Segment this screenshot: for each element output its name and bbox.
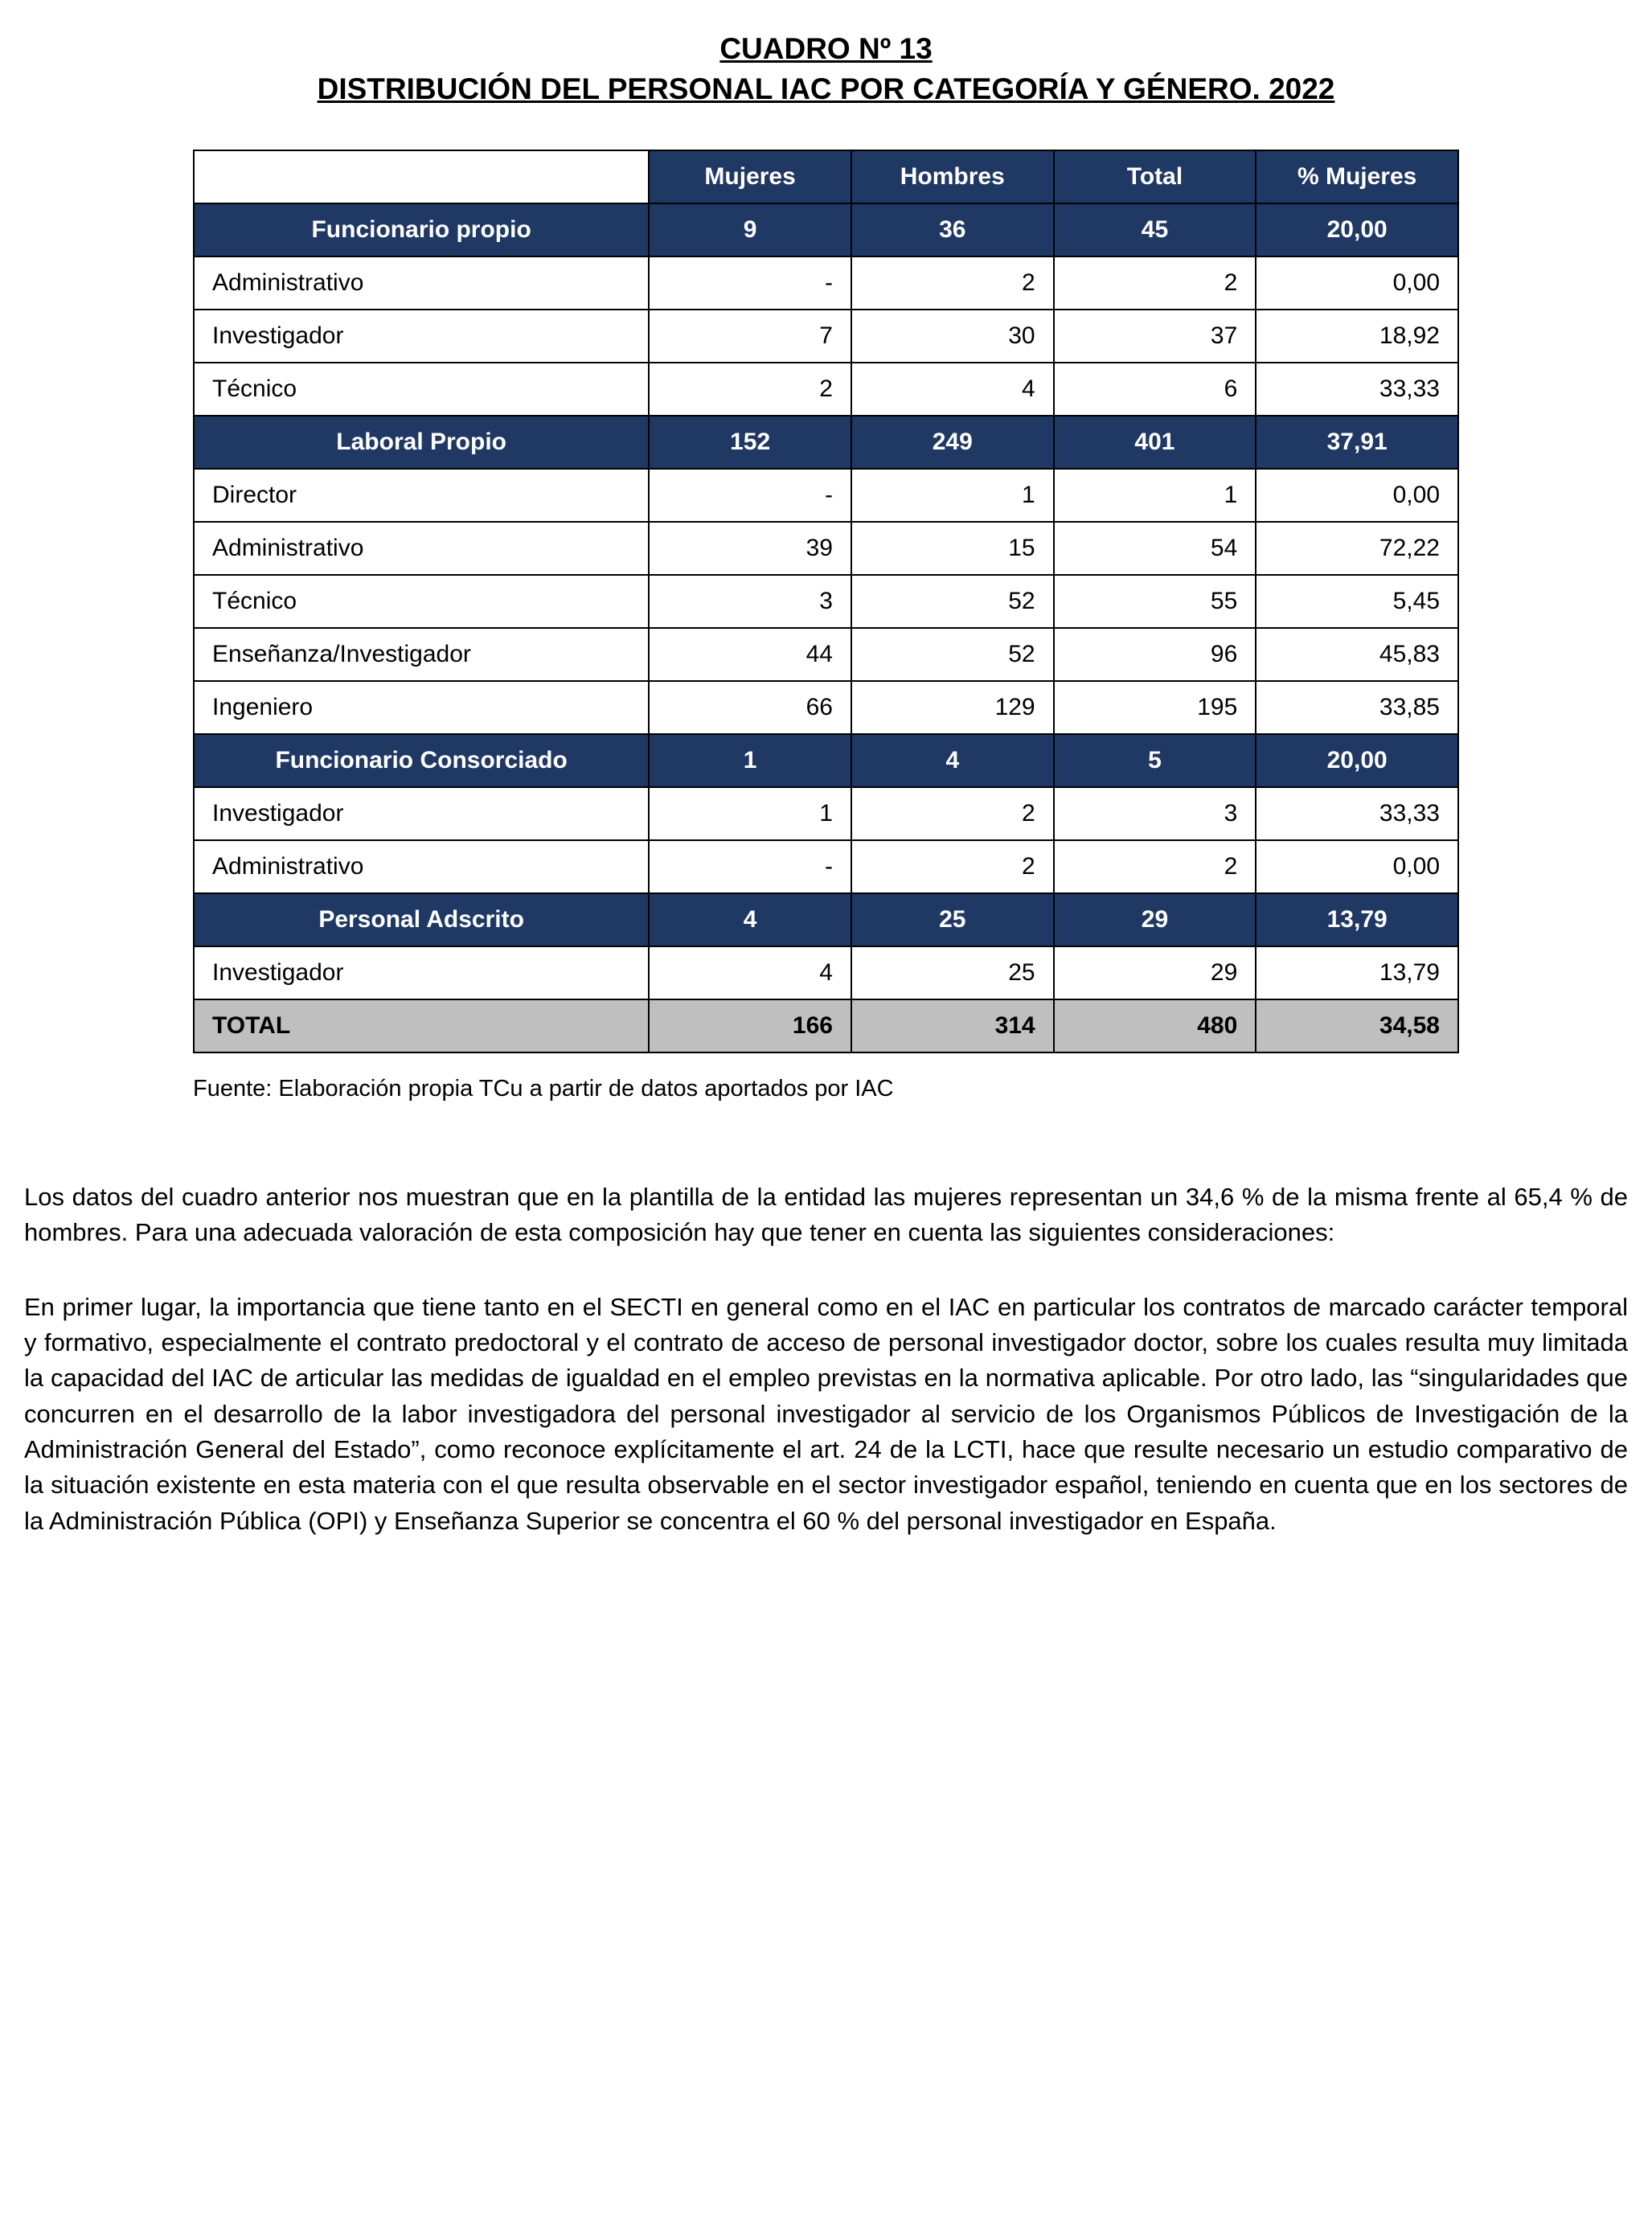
row-label-cell: Ingeniero [194,681,649,734]
col-header-pct-mujeres: % Mujeres [1256,150,1458,203]
cell-total: 55 [1054,575,1256,628]
cell-pct-mujeres: 5,45 [1256,575,1458,628]
cell-total: 480 [1054,999,1256,1052]
cell-mujeres: 4 [649,946,851,999]
row-label-cell: Administrativo [194,840,649,893]
cell-total: 2 [1054,840,1256,893]
table-header-row [194,150,1458,203]
row-label-cell: Técnico [194,575,649,628]
cell-pct-mujeres: 18,92 [1256,310,1458,363]
cell-hombres: 4 [851,734,1054,787]
cell-pct-mujeres: 34,58 [1256,999,1458,1052]
cell-pct-mujeres: 33,85 [1256,681,1458,734]
cell-hombres: 4 [851,363,1054,416]
cell-mujeres: - [649,256,851,310]
row-label-cell: Director [194,469,649,522]
cell-pct-mujeres: 0,00 [1256,256,1458,310]
cell-hombres: 52 [851,628,1054,681]
table-section-row [194,416,1458,469]
row-label-cell: Investigador [194,787,649,840]
row-label-cell: Administrativo [194,256,649,310]
paragraph: Los datos del cuadro anterior nos muestran que en la plantilla de la entidad las mujeres representan un 34,6 % de la misma frente al 65,4 % de hombres. Para una adecuada valoración de esta composición hay que tener en cuenta las siguientes consideraciones: [24,1182,1628,1247]
cell-mujeres: - [649,469,851,522]
cell-mujeres: 44 [649,628,851,681]
cell-hombres: 129 [851,681,1054,734]
cell-total: 3 [1054,787,1256,840]
table-row [194,363,1458,416]
cell-mujeres: 9 [649,203,851,256]
cell-hombres: 314 [851,999,1054,1052]
table-row [194,628,1458,681]
cell-total: 6 [1054,363,1256,416]
table-row [194,256,1458,310]
cell-pct-mujeres: 0,00 [1256,840,1458,893]
row-label-cell: Laboral Propio [194,416,649,469]
table-row [194,310,1458,363]
cell-hombres: 30 [851,310,1054,363]
row-label-cell: Investigador [194,310,649,363]
body-text [24,1180,1628,1539]
table-row [194,575,1458,628]
table-row [194,469,1458,522]
cell-total: 37 [1054,310,1256,363]
col-header-hombres: Hombres [851,150,1054,203]
table-row [194,787,1458,840]
cell-total: 29 [1054,946,1256,999]
cell-mujeres: 1 [649,734,851,787]
cell-mujeres: 66 [649,681,851,734]
cell-pct-mujeres: 20,00 [1256,203,1458,256]
cell-hombres: 2 [851,787,1054,840]
cell-hombres: 52 [851,575,1054,628]
table-row [194,522,1458,575]
cell-hombres: 25 [851,946,1054,999]
cell-total: 401 [1054,416,1256,469]
table-total-row [194,999,1458,1052]
personnel-table [193,150,1459,1053]
row-label-cell: Funcionario Consorciado [194,734,649,787]
table-title-number: CUADRO Nº 13 [719,32,933,65]
cell-pct-mujeres: 33,33 [1256,363,1458,416]
cell-total: 96 [1054,628,1256,681]
cell-pct-mujeres: 13,79 [1256,946,1458,999]
cell-hombres: 2 [851,256,1054,310]
row-label-cell: Personal Adscrito [194,893,649,946]
cell-mujeres: 166 [649,999,851,1052]
row-label-cell: Funcionario propio [194,203,649,256]
cell-pct-mujeres: 33,33 [1256,787,1458,840]
row-label-cell: Investigador [194,946,649,999]
table-source: Fuente: Elaboración propia TCu a partir de datos aportados por IAC [193,1075,894,1102]
cell-mujeres: 3 [649,575,851,628]
cell-total: 1 [1054,469,1256,522]
cell-pct-mujeres: 13,79 [1256,893,1458,946]
cell-hombres: 15 [851,522,1054,575]
cell-hombres: 25 [851,893,1054,946]
cell-mujeres: 2 [649,363,851,416]
cell-mujeres: 39 [649,522,851,575]
cell-hombres: 1 [851,469,1054,522]
table-row [194,946,1458,999]
cell-total: 54 [1054,522,1256,575]
table-row [194,840,1458,893]
row-label-cell: Administrativo [194,522,649,575]
row-label-cell: Técnico [194,363,649,416]
cell-hombres: 2 [851,840,1054,893]
cell-pct-mujeres: 20,00 [1256,734,1458,787]
table-section-row [194,203,1458,256]
col-header-total: Total [1054,150,1256,203]
cell-mujeres: 7 [649,310,851,363]
cell-total: 2 [1054,256,1256,310]
cell-total: 29 [1054,893,1256,946]
cell-pct-mujeres: 45,83 [1256,628,1458,681]
corner-cell [194,150,649,203]
table-section-row [194,893,1458,946]
row-label-cell: TOTAL [194,999,649,1052]
cell-mujeres: 4 [649,893,851,946]
cell-mujeres: - [649,840,851,893]
table-title [24,29,1628,109]
paragraph: En primer lugar, la importancia que tiene tanto en el SECTI en general como en el IAC en particular los contratos de marcado carácter temporal y formativo, especialmente el contrato predoctoral y el contrato de acceso de personal investigador doctor, sobre los cuales resulta muy limitada la capacidad del IAC de articular las medidas de igualdad en el empleo previstas en la normativa aplicable. Por otro lado, las “singularidades que concurren en el desarrollo de la labor investigadora del personal investigador al servicio de los Organismos Públicos de Investigación de la Administración General del Estado”, como reconoce explícitamente el art. 24 de la LCTI, hace que resulte necesario un estudio comparativo de la situación existente en esta materia con el que resulta observable en el sector investigador español, teniendo en cuenta que en los sectores de la Administración Pública (OPI) y Enseñanza Superior se concentra el 60 % del personal investigador en España. [24,1292,1628,1535]
cell-total: 195 [1054,681,1256,734]
table-title-text: DISTRIBUCIÓN DEL PERSONAL IAC POR CATEGORÍA Y GÉNERO. 2022 [317,72,1335,105]
cell-hombres: 36 [851,203,1054,256]
table-row [194,681,1458,734]
cell-mujeres: 1 [649,787,851,840]
cell-mujeres: 152 [649,416,851,469]
cell-pct-mujeres: 0,00 [1256,469,1458,522]
cell-total: 45 [1054,203,1256,256]
table-section-row [194,734,1458,787]
cell-hombres: 249 [851,416,1054,469]
row-label-cell: Enseñanza/Investigador [194,628,649,681]
cell-pct-mujeres: 37,91 [1256,416,1458,469]
cell-total: 5 [1054,734,1256,787]
col-header-mujeres: Mujeres [649,150,851,203]
cell-pct-mujeres: 72,22 [1256,522,1458,575]
